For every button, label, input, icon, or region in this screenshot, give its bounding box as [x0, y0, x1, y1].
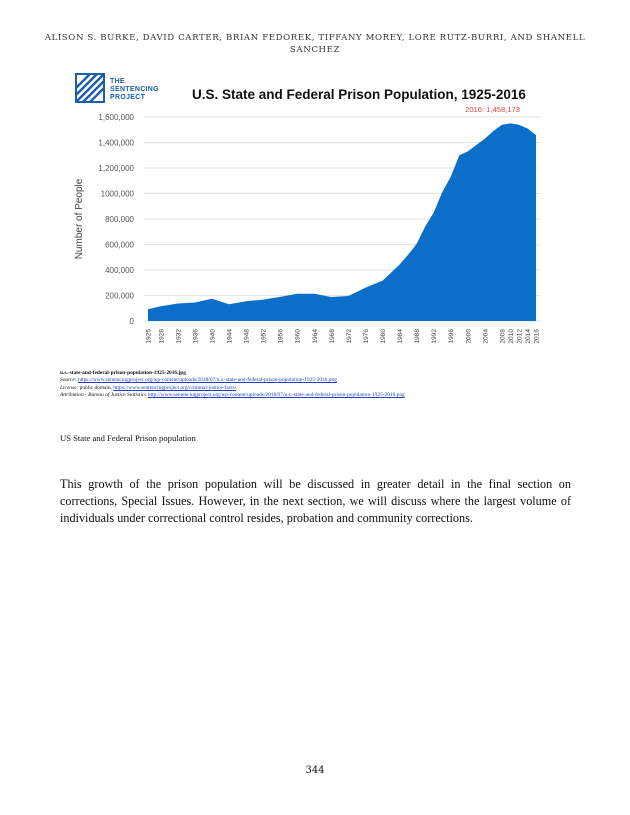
- x-tick-label: 2000: [465, 329, 473, 344]
- y-tick-label: 1,400,000: [98, 138, 134, 148]
- source-link[interactable]: https://www.sentencingproject.org/wp-content/uploads/2018/07/u.s.-state-and-federal-prison-population-1925-2016.png: [77, 377, 337, 384]
- license-label: License:: [60, 384, 79, 391]
- y-tick-label: 600,000: [105, 240, 134, 250]
- y-tick-label: 1,600,000: [98, 113, 134, 122]
- x-tick-label: 1976: [362, 329, 370, 344]
- y-tick-label: 1,200,000: [98, 164, 134, 173]
- figure-label: US State and Federal Prison population: [60, 433, 196, 443]
- x-tick-label: 2010: [507, 329, 515, 344]
- x-tick-label: 1944: [226, 329, 234, 344]
- x-tick-label: 2012: [516, 329, 524, 344]
- x-tick-label: 2014: [524, 329, 532, 344]
- chart-title: U.S. State and Federal Prison Population, 1925-2016: [192, 87, 526, 102]
- prison-population-area: [148, 123, 536, 321]
- body-paragraph: This growth of the prison population will be discussed in greater detail in the final section on corrections, Special Issues. However, in the next section, we will discuss where the largest volume of individuals under correctional control resides, probation and community corrections.: [60, 477, 571, 525]
- y-axis-label: Number of People: [74, 178, 85, 260]
- x-tick-label: 1960: [294, 329, 302, 344]
- x-tick-label: 1925: [145, 329, 153, 344]
- y-tick-label: 400,000: [105, 266, 134, 275]
- logo-line-1: THE: [110, 78, 125, 85]
- prison-population-chart: [74, 70, 560, 350]
- y-tick-label: 1000,000: [100, 189, 134, 199]
- sentencing-project-logo: [74, 72, 184, 106]
- page-number: 344: [305, 765, 325, 776]
- x-tick-label: 2004: [482, 329, 490, 344]
- sentencing-project-logo-icon: [74, 72, 108, 104]
- x-tick-label: 2008: [499, 329, 507, 344]
- y-tick-label: 800,000: [105, 215, 134, 224]
- x-tick-label: 1948: [243, 329, 251, 344]
- logo-line-2: SENTENCING: [110, 86, 159, 93]
- image-filename: u.s.-state-and-federal-prison-population-1925-2016.jpg: [60, 370, 186, 376]
- source-line: [60, 377, 405, 384]
- x-tick-label: 1964: [311, 329, 319, 344]
- x-tick-label: 1940: [209, 329, 217, 344]
- y-tick-label: 0: [129, 317, 134, 326]
- source-label: Source:: [60, 377, 77, 384]
- x-tick-label: 1956: [277, 329, 285, 344]
- image-attribution: [60, 370, 405, 400]
- x-tick-label: 1928: [158, 329, 166, 344]
- x-tick-label: 1992: [431, 329, 439, 344]
- x-tick-label: 1988: [414, 329, 422, 344]
- x-tick-label: 2016: [533, 329, 541, 344]
- x-tick-label: 1972: [345, 329, 353, 344]
- attribution-line: [60, 392, 405, 399]
- license-link[interactable]: https://www.sentencingproject.org/criminal-justice-facts/: [113, 384, 237, 391]
- running-head: ALISON S. BURKE, DAVID CARTER, BRIAN FEDOREK, TIFFANY MOREY, LORE RUTZ-BURRI, AND SHANELL SANCHEZ: [44, 33, 586, 55]
- attribution-label: Attribution - Bureau of Justice Statistics: [60, 392, 147, 399]
- x-tick-label: 1952: [260, 329, 268, 344]
- license-text: public domain,: [79, 384, 112, 391]
- x-tick-label: 1968: [328, 329, 336, 344]
- chart-figure: [74, 70, 560, 350]
- x-tick-label: 1980: [380, 329, 388, 344]
- attribution-link[interactable]: http://www.sentencingproject.org/wp-content/uploads/2018/07/u.s.-state-and-federal-prison-population-1925-2016.png: [147, 392, 405, 399]
- chart-annotation: 2016: 1,458,173: [465, 105, 520, 114]
- x-tick-label: 1984: [397, 329, 405, 344]
- x-tick-label: 1932: [175, 329, 183, 344]
- logo-line-3: PROJECT: [110, 94, 146, 101]
- x-tick-label: 1936: [192, 329, 200, 344]
- x-tick-label: 1996: [448, 329, 456, 344]
- y-tick-label: 200,000: [105, 291, 134, 301]
